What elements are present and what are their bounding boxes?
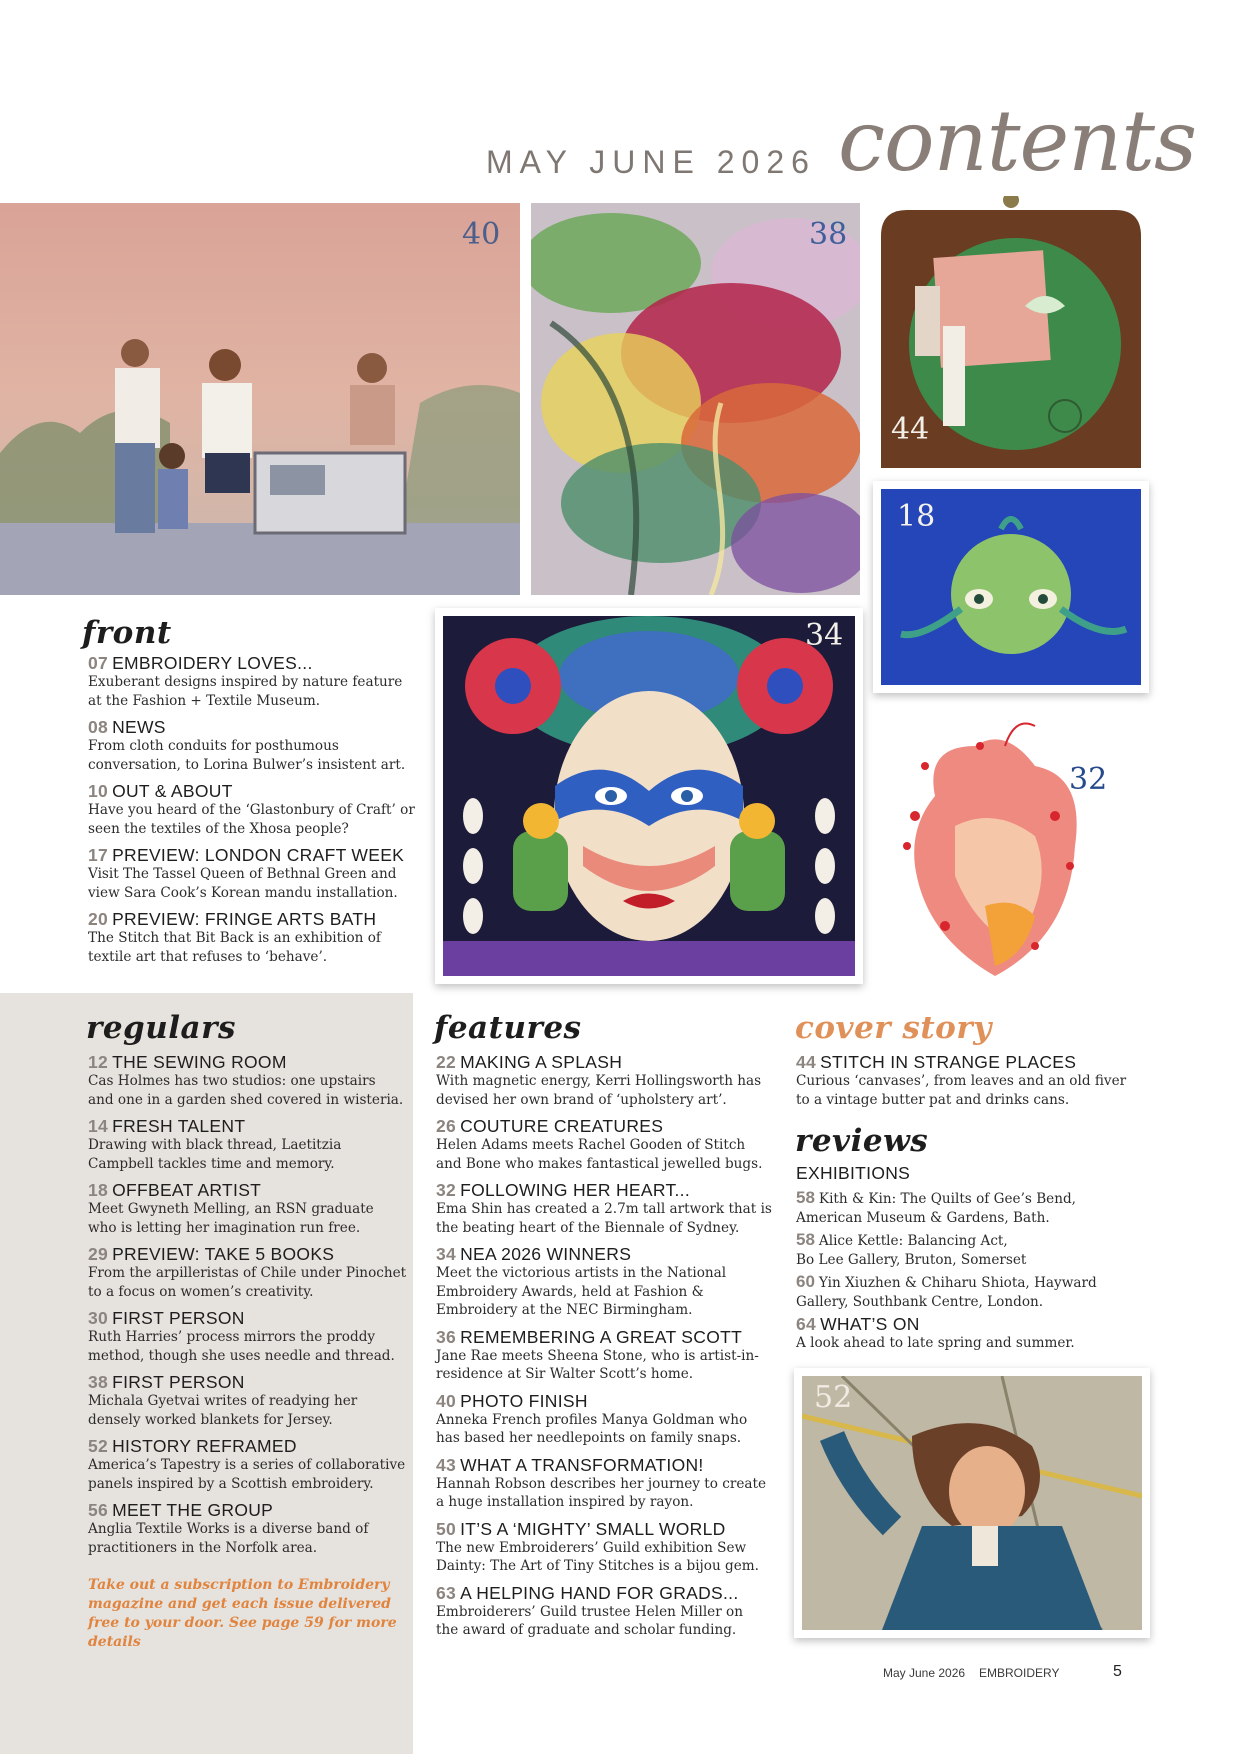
description-line: a huge installation inspired by rayon. <box>436 1494 694 1510</box>
subscription-promo[interactable]: Take out a subscription to Embroidery magazine and get each issue delivered free to your door. See page 59 for more details <box>88 1577 397 1650</box>
page-number-label: 40 <box>462 217 501 252</box>
image-america-tapestry <box>794 1368 1150 1638</box>
description-line: Jane Rae meets Sheena Stone, who is artist-in- <box>436 1347 759 1364</box>
description-line: and one in a garden shed covered in wisteria. <box>88 1091 404 1108</box>
page-number: 26 <box>436 1116 457 1136</box>
description-line: panels inspired by a Scottish embroidery. <box>88 1475 374 1492</box>
entry-title <box>436 1583 776 1603</box>
page-number-label: 34 <box>805 618 844 653</box>
review-text: Alice Kettle: Balancing Act, <box>818 1233 1008 1249</box>
page-number: 56 <box>88 1500 109 1520</box>
entry-title <box>88 1308 408 1328</box>
description-line: From cloth conduits for posthumous <box>88 738 339 754</box>
entry-title-text: MAKING A SPLASH <box>460 1052 623 1072</box>
page-number: 12 <box>88 1052 109 1072</box>
entry-title <box>436 1391 776 1411</box>
entry-title-text: COUTURE CREATURES <box>460 1116 664 1136</box>
entry-title-text: PREVIEW: FRINGE ARTS BATH <box>112 909 377 929</box>
entry-title-text: FIRST PERSON <box>112 1308 245 1328</box>
footer-magazine: EMBROIDERY <box>979 1666 1060 1680</box>
entry-description <box>88 673 418 710</box>
review-text: Yin Xiuzhen & Chiharu Shiota, Hayward <box>818 1275 1097 1291</box>
entry-title-text: A HELPING HAND FOR GRADS... <box>460 1582 739 1603</box>
contents-entry[interactable] <box>436 1116 776 1173</box>
contents-entry[interactable] <box>88 781 418 838</box>
description-line: Anneka French profiles Manya Goldman who <box>436 1411 748 1428</box>
image-butter-pat-collage <box>875 196 1147 468</box>
description-line: Embroidery at the NEC Birmingham. <box>436 1302 693 1318</box>
review-entry[interactable] <box>796 1272 1136 1312</box>
contents-entry[interactable] <box>88 1308 408 1365</box>
entry-description <box>88 929 418 966</box>
contents-entry[interactable] <box>88 717 418 774</box>
entry-title-text: MEET THE GROUP <box>112 1500 274 1520</box>
contents-entry[interactable] <box>436 1052 776 1109</box>
contents-entry[interactable] <box>88 653 418 710</box>
page-number: 64 <box>796 1314 817 1334</box>
page-number: 43 <box>436 1454 457 1475</box>
description-line: Hannah Robson describes her journey to create <box>436 1475 767 1492</box>
description-line: method, though she uses needle and thread. <box>88 1347 395 1364</box>
description-line: to a vintage butter pat and drinks cans. <box>796 1091 1070 1108</box>
contents-entry[interactable] <box>88 1436 408 1493</box>
entry-title <box>436 1180 776 1200</box>
description-line: the beating heart of the Biennale of Sydney. <box>436 1219 740 1236</box>
description-line: Exuberant designs inspired by nature feature <box>88 674 403 690</box>
contents-entry[interactable] <box>436 1519 776 1576</box>
entry-title-text: WHAT’S ON <box>820 1314 920 1334</box>
entry-title <box>88 1500 408 1520</box>
page-number-label: 38 <box>809 217 848 252</box>
entry-title <box>88 653 418 673</box>
entry-title <box>88 781 418 801</box>
description-line: The new Embroiderers’ Guild exhibition Sew <box>436 1539 747 1556</box>
image-embroidered-heart <box>885 706 1147 991</box>
entry-title <box>436 1327 776 1347</box>
contents-entry[interactable] <box>88 845 418 902</box>
entry-title <box>88 1436 408 1456</box>
entry-title-text: NEWS <box>112 717 166 737</box>
contents-entry[interactable] <box>88 1500 408 1557</box>
review-entry[interactable] <box>796 1230 1136 1270</box>
cover-story-entries <box>796 1052 1136 1116</box>
page-number: 20 <box>88 909 109 929</box>
contents-entry[interactable] <box>796 1052 1136 1109</box>
entry-title <box>88 1180 408 1200</box>
page-number: 32 <box>436 1180 457 1200</box>
section-heading-regulars: regulars <box>86 1010 236 1046</box>
description-line: residence at Sir Walter Scott’s home. <box>436 1366 694 1382</box>
issue-date: MAY JUNE 2026 <box>486 144 816 180</box>
entry-title-text: THE SEWING ROOM <box>112 1052 287 1072</box>
page-number-label: 18 <box>897 499 936 534</box>
entry-title <box>436 1519 776 1539</box>
contents-entry[interactable] <box>88 1116 408 1173</box>
description-line: Visit The Tassel Queen of Bethnal Green and <box>88 866 397 882</box>
entry-description <box>436 1264 776 1320</box>
entry-title-text: PHOTO FINISH <box>460 1390 588 1411</box>
regulars-entries <box>88 1052 408 1564</box>
entry-title-text: IT’S A ‘MIGHTY’ SMALL WORLD <box>460 1518 726 1539</box>
page-number: 58 <box>796 1230 815 1249</box>
page-number: 22 <box>436 1052 457 1072</box>
page-folio: 5 <box>1113 1663 1122 1680</box>
description-line: Dainty: The Art of Tiny Stitches is a bijou gem. <box>436 1558 759 1574</box>
entry-description <box>88 737 418 774</box>
contents-entry[interactable] <box>88 1244 408 1301</box>
page-number: 34 <box>436 1244 457 1264</box>
entry-title <box>436 1244 776 1264</box>
page-number: 08 <box>88 717 109 737</box>
review-text: Gallery, Southbank Centre, London. <box>796 1294 1044 1310</box>
contents-entry[interactable] <box>436 1180 776 1237</box>
entry-description <box>88 1200 408 1237</box>
entry-description <box>436 1411 776 1448</box>
reviews-subheading: EXHIBITIONS <box>796 1163 911 1183</box>
description-line: conversation, to Lorina Bulwer’s insistent art. <box>88 756 406 773</box>
image-abstract-thread-painting <box>531 203 860 595</box>
description-line: With magnetic energy, Kerri Hollingsworth has <box>436 1073 762 1089</box>
page-number: 44 <box>796 1052 817 1072</box>
page-number-label: 52 <box>814 1380 853 1415</box>
features-entries <box>436 1052 776 1647</box>
contents-entry[interactable] <box>436 1391 776 1448</box>
entry-description <box>436 1072 776 1109</box>
contents-entry[interactable] <box>436 1327 776 1384</box>
entry-title <box>88 1052 408 1072</box>
page-number: 29 <box>88 1244 109 1264</box>
description-line: seen the textiles of the Xhosa people? <box>88 820 349 837</box>
entry-description <box>436 1603 776 1640</box>
entry-description <box>796 1072 1136 1109</box>
review-entry[interactable] <box>796 1188 1136 1228</box>
entry-title-text: PREVIEW: TAKE 5 BOOKS <box>112 1244 335 1264</box>
description-line: densely worked blankets for Jersey. <box>88 1411 333 1428</box>
description-line: and Bone who makes fantastical jewelled bugs. <box>436 1155 763 1172</box>
description-line: has based her needlepoints on family snaps. <box>436 1430 742 1446</box>
description-line: Curious ‘canvases’, from leaves and an old fiver <box>796 1073 1127 1089</box>
reviews-block <box>796 1163 1136 1353</box>
description-line: Cas Holmes has two studios: one upstairs <box>88 1073 376 1089</box>
entry-title <box>436 1455 776 1475</box>
description-line: Drawing with black thread, Laetitzia <box>88 1137 342 1153</box>
contents-entry[interactable] <box>88 1372 408 1429</box>
entry-title <box>88 1372 408 1392</box>
description-line: at the Fashion + Textile Museum. <box>88 692 321 709</box>
entry-title-text: FOLLOWING HER HEART... <box>460 1180 690 1200</box>
review-text: Kith & Kin: The Quilts of Gee’s Bend, <box>818 1191 1077 1207</box>
entry-description <box>88 1392 408 1429</box>
description-line: Anglia Textile Works is a diverse band of <box>88 1521 369 1537</box>
entry-description <box>88 801 418 838</box>
entry-title-text: WHAT A TRANSFORMATION! <box>460 1454 704 1475</box>
description-line: The Stitch that Bit Back is an exhibition of <box>88 930 381 946</box>
section-heading-front: front <box>82 615 172 651</box>
entry-title-text: FRESH TALENT <box>112 1116 246 1136</box>
entry-description <box>436 1136 776 1173</box>
page-number: 14 <box>88 1116 109 1136</box>
entry-title <box>88 909 418 929</box>
page-number: 50 <box>436 1518 457 1539</box>
entry-title <box>88 717 418 737</box>
entry-title-text: NEA 2026 WINNERS <box>460 1244 632 1264</box>
description-line: Have you heard of the ‘Glastonbury of Craft’ or <box>88 802 415 818</box>
contents-title: contents <box>838 92 1197 190</box>
entry-description <box>436 1475 776 1512</box>
page-number: 60 <box>796 1272 815 1291</box>
entry-description <box>88 865 418 902</box>
contents-entry[interactable] <box>88 909 418 966</box>
section-heading-cover-story: cover story <box>795 1010 992 1046</box>
description-line: Meet Gwyneth Melling, an RSN graduate <box>88 1201 374 1217</box>
description-line: to a focus on women’s creativity. <box>88 1283 314 1300</box>
description-line: Meet the victorious artists in the National <box>436 1265 727 1281</box>
description-line: From the arpilleristas of Chile under Pinochet <box>88 1265 407 1281</box>
entry-title <box>436 1116 776 1136</box>
front-entries <box>88 653 418 973</box>
description-line: America’s Tapestry is a series of collaborative <box>88 1457 406 1473</box>
entry-description <box>88 1520 408 1557</box>
description-line: the award of graduate and scholar funding. <box>436 1622 737 1638</box>
entry-title <box>436 1052 776 1072</box>
entry-title[interactable] <box>796 1314 1136 1334</box>
entry-title-text: STITCH IN STRANGE PLACES <box>820 1052 1077 1072</box>
image-embroidered-face <box>435 608 863 984</box>
description-line: Michala Gyetvai writes of readying her <box>88 1393 358 1409</box>
description-line: Embroidery Awards, held at Fashion & <box>436 1283 704 1300</box>
contents-entry[interactable] <box>88 1052 408 1109</box>
page-number: 36 <box>436 1326 457 1347</box>
footer-issue: May June 2026 <box>883 1666 966 1680</box>
contents-entry[interactable] <box>436 1583 776 1640</box>
entry-title-text: OFFBEAT ARTIST <box>112 1180 262 1200</box>
section-heading-features: features <box>434 1010 582 1046</box>
page-number: 30 <box>88 1308 109 1328</box>
image-family-needlepoint <box>0 203 520 595</box>
page-number: 18 <box>88 1180 109 1200</box>
description-line: Campbell tackles time and memory. <box>88 1155 335 1172</box>
description-line: A look ahead to late spring and summer. <box>796 1335 1075 1351</box>
entry-title-text: REMEMBERING A GREAT SCOTT <box>460 1326 743 1347</box>
page-number: 38 <box>88 1372 109 1392</box>
description-line: Embroiderers’ Guild trustee Helen Miller on <box>436 1603 743 1620</box>
entry-description <box>88 1328 408 1365</box>
page-number: 17 <box>88 845 109 865</box>
entry-title-text: EMBROIDERY LOVES... <box>112 653 313 673</box>
whats-on-entry <box>796 1314 1136 1353</box>
image-green-fish-sculpture <box>873 481 1149 693</box>
entry-description <box>88 1264 408 1301</box>
description-line: textile art that refuses to ‘behave’. <box>88 948 328 965</box>
entry-description <box>436 1539 776 1576</box>
page-number: 58 <box>796 1188 815 1207</box>
entry-description <box>88 1456 408 1493</box>
description-line: devised her own brand of ‘upholstery art’. <box>436 1091 727 1108</box>
description-line: practitioners in the Norfolk area. <box>88 1539 318 1556</box>
page-number: 63 <box>436 1582 457 1603</box>
section-heading-reviews: reviews <box>795 1123 929 1159</box>
entry-title <box>88 845 418 865</box>
review-text: American Museum & Gardens, Bath. <box>796 1210 1050 1226</box>
description-line: Ema Shin has created a 2.7m tall artwork that is <box>436 1201 772 1217</box>
entry-title <box>88 1244 408 1264</box>
page-number-label: 44 <box>891 412 930 447</box>
entry-description <box>436 1200 776 1237</box>
entry-description <box>88 1072 408 1109</box>
entry-description <box>796 1334 1136 1353</box>
page-number: 40 <box>436 1390 457 1411</box>
description-line: who is letting her imagination run free. <box>88 1219 361 1236</box>
page-number: 52 <box>88 1436 109 1456</box>
description-line: view Sara Cook’s Korean mandu installation. <box>88 884 398 901</box>
contents-entry[interactable] <box>436 1244 776 1320</box>
review-items <box>796 1188 1136 1312</box>
review-text: Bo Lee Gallery, Bruton, Somerset <box>796 1252 1027 1268</box>
description-line: Ruth Harries’ process mirrors the proddy <box>88 1329 376 1345</box>
entry-title-text: OUT & ABOUT <box>112 781 233 801</box>
page-number: 07 <box>88 653 109 673</box>
entry-description <box>436 1347 776 1384</box>
entry-title <box>796 1052 1136 1072</box>
page-number: 10 <box>88 781 109 801</box>
contents-entry[interactable] <box>88 1180 408 1237</box>
entry-description <box>88 1136 408 1173</box>
description-line: Helen Adams meets Rachel Gooden of Stitch <box>436 1137 746 1153</box>
contents-entry[interactable] <box>436 1455 776 1512</box>
entry-title <box>88 1116 408 1136</box>
page-number-label: 32 <box>1069 762 1108 797</box>
entry-title-text: HISTORY REFRAMED <box>112 1436 297 1456</box>
entry-title-text: PREVIEW: LONDON CRAFT WEEK <box>112 845 405 865</box>
entry-title-text: FIRST PERSON <box>112 1372 245 1392</box>
